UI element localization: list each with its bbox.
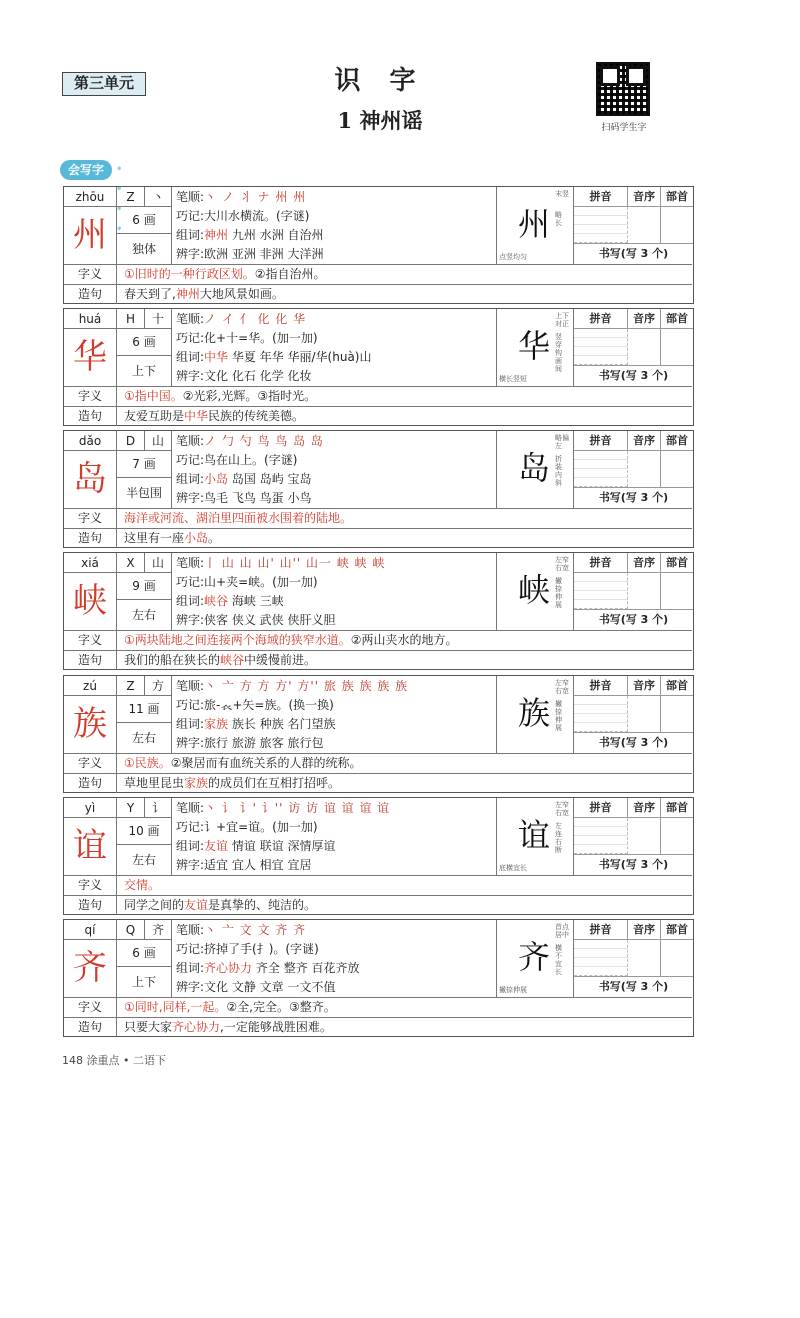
- word-group-line: 组词:峡谷 海峡 三峡: [176, 594, 284, 608]
- sequence-answer-box[interactable]: [628, 451, 661, 487]
- writing-tip: 点竖均匀: [499, 253, 527, 261]
- distinguish-line: 辨字:适宜 宜人 相宜 宜居: [176, 858, 312, 872]
- char-card: [63, 552, 694, 670]
- meaning-label: 字义: [64, 754, 117, 773]
- write-practice-label: 书写(写 3 个): [574, 365, 693, 386]
- pinyin-header: 拼音: [574, 187, 628, 207]
- sequence-answer-box[interactable]: [628, 696, 661, 732]
- write-practice-label: 书写(写 3 个): [574, 609, 693, 630]
- initial-letter-cell: X: [117, 553, 145, 573]
- sequence-answer-box[interactable]: [628, 329, 661, 365]
- target-character: 州: [64, 207, 117, 264]
- radical-cell: 丶: [145, 187, 172, 207]
- writing-tip: 左窄右宽: [555, 556, 569, 572]
- sequence-header: 音序: [628, 187, 661, 207]
- word-group-line: 组词:齐心协力 齐全 整齐 百花齐放: [176, 961, 360, 975]
- writing-tip: 末竖: [555, 190, 569, 198]
- meaning-row: [64, 875, 692, 895]
- writing-tip: 左窄右宽: [555, 801, 569, 817]
- demo-character: 州: [517, 205, 550, 243]
- writing-tip: 撇捺伸展: [499, 986, 527, 994]
- radical-answer-box[interactable]: [661, 329, 693, 365]
- stroke-count-cell: 6 画: [117, 207, 172, 234]
- sentence-row: [64, 1017, 692, 1037]
- initial-letter-cell: H: [117, 309, 145, 329]
- meaning-label: 字义: [64, 631, 117, 650]
- pinyin-answer-box[interactable]: [574, 207, 628, 243]
- sentence-row: [64, 773, 692, 793]
- qr-caption: 扫码学生字: [601, 123, 647, 133]
- meaning-label: 字义: [64, 265, 117, 284]
- character-info: [176, 310, 496, 386]
- practice-grid: [573, 431, 692, 508]
- meaning-text: ①旧时的一种行政区划。②指自治州。: [124, 267, 326, 281]
- meaning-row: [64, 753, 692, 773]
- radical-cell: 十: [145, 309, 172, 329]
- write-practice-label: 书写(写 3 个): [574, 243, 693, 264]
- sentence-label: 造句: [64, 774, 117, 793]
- stroke-order-line: 笔顺:丶 亠 方 方 方' 方'' 旅 族 族 族 族: [176, 679, 409, 693]
- meaning-label: 字义: [64, 876, 117, 895]
- memory-tip-line: 巧记:大川水横流。(字谜): [176, 209, 310, 223]
- pinyin-answer-box[interactable]: [574, 451, 628, 487]
- structure-cell: 左右: [117, 723, 172, 753]
- initial-letter-cell: D: [117, 431, 145, 451]
- demo-character: 岛: [517, 449, 550, 487]
- sentence-row: [64, 650, 692, 670]
- stroke-order-line: 笔顺:丶 ノ 丬 ナ 州 州: [176, 190, 307, 204]
- target-character: 齐: [64, 940, 117, 997]
- calligraphy-demo: [496, 920, 573, 997]
- meaning-label: 字义: [64, 509, 117, 528]
- sequence-header: 音序: [628, 553, 661, 573]
- meaning-text: ①指中国。②光彩,光辉。③指时光。: [124, 389, 317, 403]
- target-character: 华: [64, 329, 117, 386]
- char-card: [63, 308, 694, 426]
- writing-tip: 撇捺伸展: [555, 577, 562, 609]
- initial-letter-cell: Z: [117, 676, 145, 696]
- radical-cell: 山: [145, 553, 172, 573]
- pinyin-answer-box[interactable]: [574, 329, 628, 365]
- stroke-order-line: 笔顺:ノ 勹 勺 鸟 鸟 岛 岛: [176, 434, 324, 448]
- memory-tip-line: 巧记:挤掉了手(扌)。(字谜): [176, 942, 319, 956]
- distinguish-line: 辨字:文化 文静 文章 一文不值: [176, 980, 336, 994]
- radical-header: 部首: [661, 920, 693, 940]
- meaning-row: [64, 508, 692, 528]
- page-footer: 148 涂重点 • 二语下: [62, 1054, 166, 1067]
- meaning-row: [64, 630, 692, 650]
- sentence-text: 草地里昆虫家族的成员们在互相打招呼。: [124, 776, 341, 790]
- sentence-label: 造句: [64, 1018, 117, 1037]
- practice-grid: [573, 309, 692, 386]
- pinyin-header: 拼音: [574, 431, 628, 451]
- sequence-header: 音序: [628, 431, 661, 451]
- writing-tip: 首点居中: [555, 923, 569, 939]
- demo-character: 族: [517, 694, 550, 732]
- pinyin-header: 拼音: [574, 798, 628, 818]
- sentence-row: [64, 528, 692, 548]
- sequence-header: 音序: [628, 676, 661, 696]
- memory-tip-line: 巧记:讠+宜=谊。(加一加): [176, 820, 318, 834]
- demo-character: 华: [517, 327, 550, 365]
- page-title: 识 字: [334, 66, 426, 96]
- stroke-count-cell: 6 画: [117, 329, 172, 356]
- distinguish-line: 辨字:鸟毛 飞鸟 鸟蛋 小鸟: [176, 491, 312, 505]
- unit-label: 第三单元: [62, 72, 146, 96]
- target-character: 峡: [64, 573, 117, 630]
- structure-cell: 左右: [117, 845, 172, 875]
- sequence-answer-box[interactable]: [628, 818, 661, 854]
- sentence-text: 只要大家齐心协力,一定能够战胜困难。: [124, 1020, 332, 1034]
- stroke-order-line: 笔顺:ノ イ 亻 化 化 华: [176, 312, 307, 326]
- char-card: [63, 430, 694, 548]
- writing-tip: 横长竖短: [499, 375, 527, 383]
- write-practice-label: 书写(写 3 个): [574, 732, 693, 753]
- character-info: [176, 188, 496, 264]
- pinyin-header: 拼音: [574, 920, 628, 940]
- distinguish-line: 辨字:旅行 旅游 旅客 旅行包: [176, 736, 324, 750]
- character-info: [176, 677, 496, 753]
- sequence-header: 音序: [628, 920, 661, 940]
- calligraphy-demo: [496, 431, 573, 508]
- pinyin-answer-box[interactable]: [574, 940, 628, 976]
- radical-answer-box[interactable]: [661, 207, 693, 243]
- stroke-count-cell: 6 画: [117, 940, 172, 967]
- structure-cell: 半包围: [117, 478, 172, 508]
- distinguish-line: 辨字:欧洲 亚洲 非洲 大洋洲: [176, 247, 324, 261]
- radical-header: 部首: [661, 553, 693, 573]
- stroke-count-cell: 7 画: [117, 451, 172, 478]
- stroke-order-line: 笔顺:丨 山 山 山' 山'' 山一 峡 峡 峡: [176, 556, 386, 570]
- initial-letter-cell: Y: [117, 798, 145, 818]
- character-info: [176, 554, 496, 630]
- radical-cell: 山: [145, 431, 172, 451]
- meaning-text: ①两块陆地之间连接两个海域的狭窄水道。②两山夹水的地方。: [124, 633, 458, 647]
- radical-answer-box[interactable]: [661, 696, 693, 732]
- meaning-row: [64, 386, 692, 406]
- writing-tip: 底横宜长: [499, 864, 527, 872]
- sentence-row: [64, 895, 692, 915]
- practice-grid: [573, 920, 692, 997]
- writing-tip: 略偏左: [555, 434, 569, 450]
- radical-header: 部首: [661, 431, 693, 451]
- meaning-text: 海洋或河流、湖泊里四面被水围着的陆地。: [124, 511, 353, 525]
- word-group-line: 组词:中华 华夏 年华 华丽/华(huà)山: [176, 350, 372, 364]
- stroke-count-cell: 10 画: [117, 818, 172, 845]
- distinguish-line: 辨字:侠客 侠义 武侠 侠肝义胆: [176, 613, 336, 627]
- sentence-label: 造句: [64, 529, 117, 548]
- structure-cell: 左右: [117, 600, 172, 630]
- pinyin-answer-box[interactable]: [574, 818, 628, 854]
- stroke-count-cell: 9 画: [117, 573, 172, 600]
- character-info: [176, 921, 496, 997]
- lesson-title: 1 神州谣: [337, 108, 423, 133]
- character-info: [176, 799, 496, 875]
- pinyin-answer-box[interactable]: [574, 573, 628, 609]
- radical-answer-box[interactable]: [661, 573, 693, 609]
- char-card: [63, 675, 694, 793]
- calligraphy-demo: [496, 798, 573, 875]
- radical-header: 部首: [661, 798, 693, 818]
- meaning-text: 交情。: [124, 878, 161, 892]
- meaning-row: [64, 264, 692, 284]
- sequence-header: 音序: [628, 798, 661, 818]
- sequence-answer-box[interactable]: [628, 573, 661, 609]
- demo-character: 谊: [517, 816, 550, 854]
- pinyin-header: 拼音: [574, 553, 628, 573]
- calligraphy-demo: [496, 676, 573, 753]
- pinyin-header: 拼音: [574, 309, 628, 329]
- calligraphy-demo: [496, 187, 573, 264]
- write-practice-label: 书写(写 3 个): [574, 976, 693, 997]
- section-badge: 会写字 • • • •: [60, 160, 112, 180]
- practice-grid: [573, 553, 692, 630]
- memory-tip-line: 巧记:山+夹=峡。(加一加): [176, 575, 318, 589]
- meaning-label: 字义: [64, 998, 117, 1017]
- meaning-text: ①民族。②聚居而有血统关系的人群的统称。: [124, 756, 362, 770]
- radical-header: 部首: [661, 309, 693, 329]
- radical-header: 部首: [661, 676, 693, 696]
- sentence-text: 同学之间的友谊是真挚的、纯洁的。: [124, 898, 317, 912]
- meaning-text: ①同时,同样,一起。②全,完全。③整齐。: [124, 1000, 336, 1014]
- sentence-label: 造句: [64, 285, 117, 304]
- structure-cell: 上下: [117, 967, 172, 997]
- radical-answer-box[interactable]: [661, 818, 693, 854]
- stroke-count-cell: 11 画: [117, 696, 172, 723]
- demo-character: 齐: [517, 938, 550, 976]
- word-group-line: 组词:家族 族长 种族 名门望族: [176, 717, 336, 731]
- word-group-line: 组词:小岛 岛国 岛屿 宝岛: [176, 472, 312, 486]
- pinyin-cell: zú: [64, 676, 117, 696]
- pinyin-cell: yì: [64, 798, 117, 818]
- char-card: [63, 919, 694, 1037]
- character-info: [176, 432, 496, 508]
- sentence-row: [64, 406, 692, 426]
- write-practice-label: 书写(写 3 个): [574, 854, 693, 875]
- writing-tip: 横不宜长: [555, 944, 562, 976]
- stroke-order-line: 笔顺:丶 讠 讠' 讠'' 访 访 谊 谊 谊 谊: [176, 801, 391, 815]
- meaning-row: [64, 997, 692, 1017]
- sequence-answer-box[interactable]: [628, 940, 661, 976]
- writing-tip: 折装内斜: [555, 455, 562, 487]
- pinyin-cell: xiá: [64, 553, 117, 573]
- word-group-line: 组词:友谊 情谊 联谊 深情厚谊: [176, 839, 336, 853]
- calligraphy-demo: [496, 309, 573, 386]
- char-card: [63, 797, 694, 915]
- sentence-text: 友爱互助是中华民族的传统美德。: [124, 409, 305, 423]
- pinyin-cell: huá: [64, 309, 117, 329]
- word-group-line: 组词:神州 九州 水洲 自治州: [176, 228, 324, 242]
- radical-cell: 齐: [145, 920, 172, 940]
- meaning-label: 字义: [64, 387, 117, 406]
- stroke-order-line: 笔顺:丶 亠 文 文 齐 齐: [176, 923, 307, 937]
- radical-cell: 讠: [145, 798, 172, 818]
- demo-character: 峡: [517, 571, 550, 609]
- radical-header: 部首: [661, 187, 693, 207]
- sentence-label: 造句: [64, 896, 117, 915]
- pinyin-answer-box[interactable]: [574, 696, 628, 732]
- structure-cell: 上下: [117, 356, 172, 386]
- char-card: [63, 186, 694, 304]
- initial-letter-cell: Q: [117, 920, 145, 940]
- sentence-label: 造句: [64, 651, 117, 670]
- pinyin-header: 拼音: [574, 676, 628, 696]
- memory-tip-line: 巧记:鸟在山上。(字谜): [176, 453, 298, 467]
- structure-cell: 独体: [117, 234, 172, 264]
- writing-tip: 左窄右宽: [555, 679, 569, 695]
- pinyin-cell: zhōu: [64, 187, 117, 207]
- calligraphy-demo: [496, 553, 573, 630]
- practice-grid: [573, 798, 692, 875]
- radical-cell: 方: [145, 676, 172, 696]
- target-character: 谊: [64, 818, 117, 875]
- writing-tip: 竖穿钩画间: [555, 333, 562, 373]
- initial-letter-cell: Z: [117, 187, 145, 207]
- writing-tip: 上下对正: [555, 312, 569, 328]
- memory-tip-line: 巧记:化+十=华。(加一加): [176, 331, 318, 345]
- radical-answer-box[interactable]: [661, 940, 693, 976]
- sequence-answer-box[interactable]: [628, 207, 661, 243]
- pinyin-cell: dǎo: [64, 431, 117, 451]
- qr-code-icon[interactable]: [596, 62, 650, 116]
- target-character: 岛: [64, 451, 117, 508]
- memory-tip-line: 巧记:旅-𧘇+矢=族。(换一换): [176, 698, 334, 712]
- sentence-label: 造句: [64, 407, 117, 426]
- write-practice-label: 书写(写 3 个): [574, 487, 693, 508]
- sequence-header: 音序: [628, 309, 661, 329]
- target-character: 族: [64, 696, 117, 753]
- sentence-text: 我们的船在狭长的峡谷中缓慢前进。: [124, 653, 317, 667]
- practice-grid: [573, 187, 692, 264]
- sentence-text: 这里有一座小岛。: [124, 531, 221, 545]
- practice-grid: [573, 676, 692, 753]
- writing-tip: 左连右断: [555, 822, 562, 854]
- pinyin-cell: qí: [64, 920, 117, 940]
- radical-answer-box[interactable]: [661, 451, 693, 487]
- sentence-text: 春天到了,神州大地风景如画。: [124, 287, 284, 301]
- sentence-row: [64, 284, 692, 304]
- distinguish-line: 辨字:文化 化石 化学 化妆: [176, 369, 312, 383]
- writing-tip: 略长: [555, 211, 562, 227]
- writing-tip: 撇捺伸展: [555, 700, 562, 732]
